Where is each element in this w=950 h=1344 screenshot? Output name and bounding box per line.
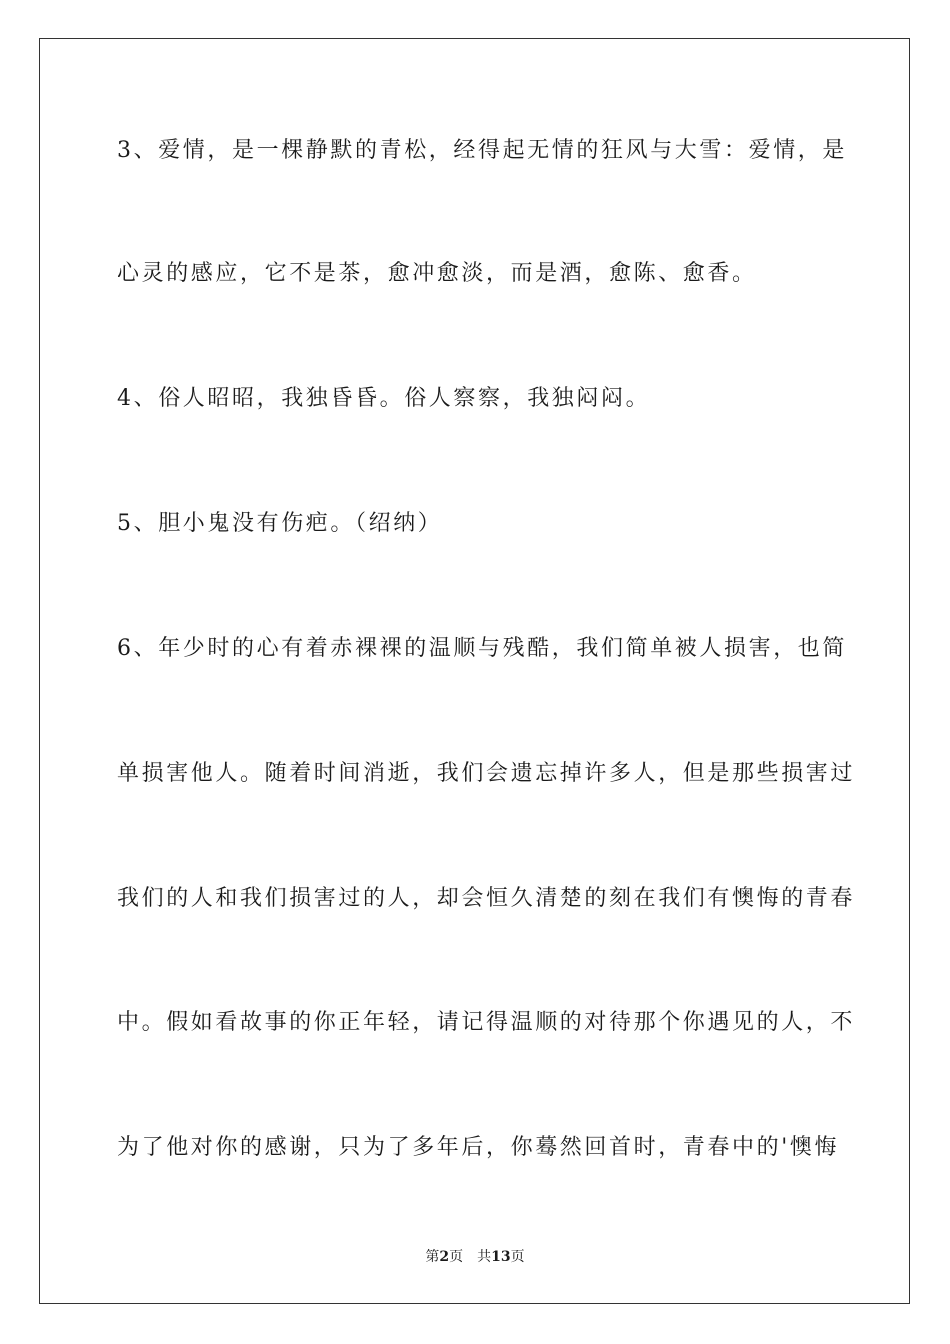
text-line: 6、年少时的心有着赤裸裸的温顺与残酷，我们简单被人损害，也简: [117, 636, 847, 661]
text-line: 5、胆小鬼没有伤疤。（绍纳）: [117, 511, 443, 536]
text-line: 为了他对你的感谢，只为了多年后，你蓦然回首时，青春中的'懊悔: [117, 1135, 840, 1160]
total-pages: 13: [491, 1249, 511, 1265]
text-line: 3、爱情，是一棵静默的青松，经得起无情的狂风与大雪：爱情，是: [117, 138, 847, 163]
page-border: [39, 38, 910, 1304]
text-line: 4、俗人昭昭，我独昏昏。俗人察察，我独闷闷。: [117, 386, 651, 411]
text-line: 单损害他人。随着时间消逝，我们会遗忘掉许多人，但是那些损害过: [117, 761, 856, 786]
page-number: 2: [439, 1249, 450, 1265]
page-prefix: 第: [425, 1249, 440, 1265]
text-line: 中。假如看故事的你正年轻，请记得温顺的对待那个你遇见的人，不: [117, 1010, 856, 1035]
total-suffix: 页: [510, 1249, 525, 1265]
text-line: 我们的人和我们损害过的人，却会恒久清楚的刻在我们有懊悔的青春: [117, 886, 856, 911]
page-footer: [0, 1247, 950, 1267]
total-prefix: 共: [477, 1249, 492, 1265]
text-line: 心灵的感应，它不是茶，愈冲愈淡，而是酒，愈陈、愈香。: [117, 261, 757, 286]
page-suffix: 页: [449, 1249, 464, 1265]
